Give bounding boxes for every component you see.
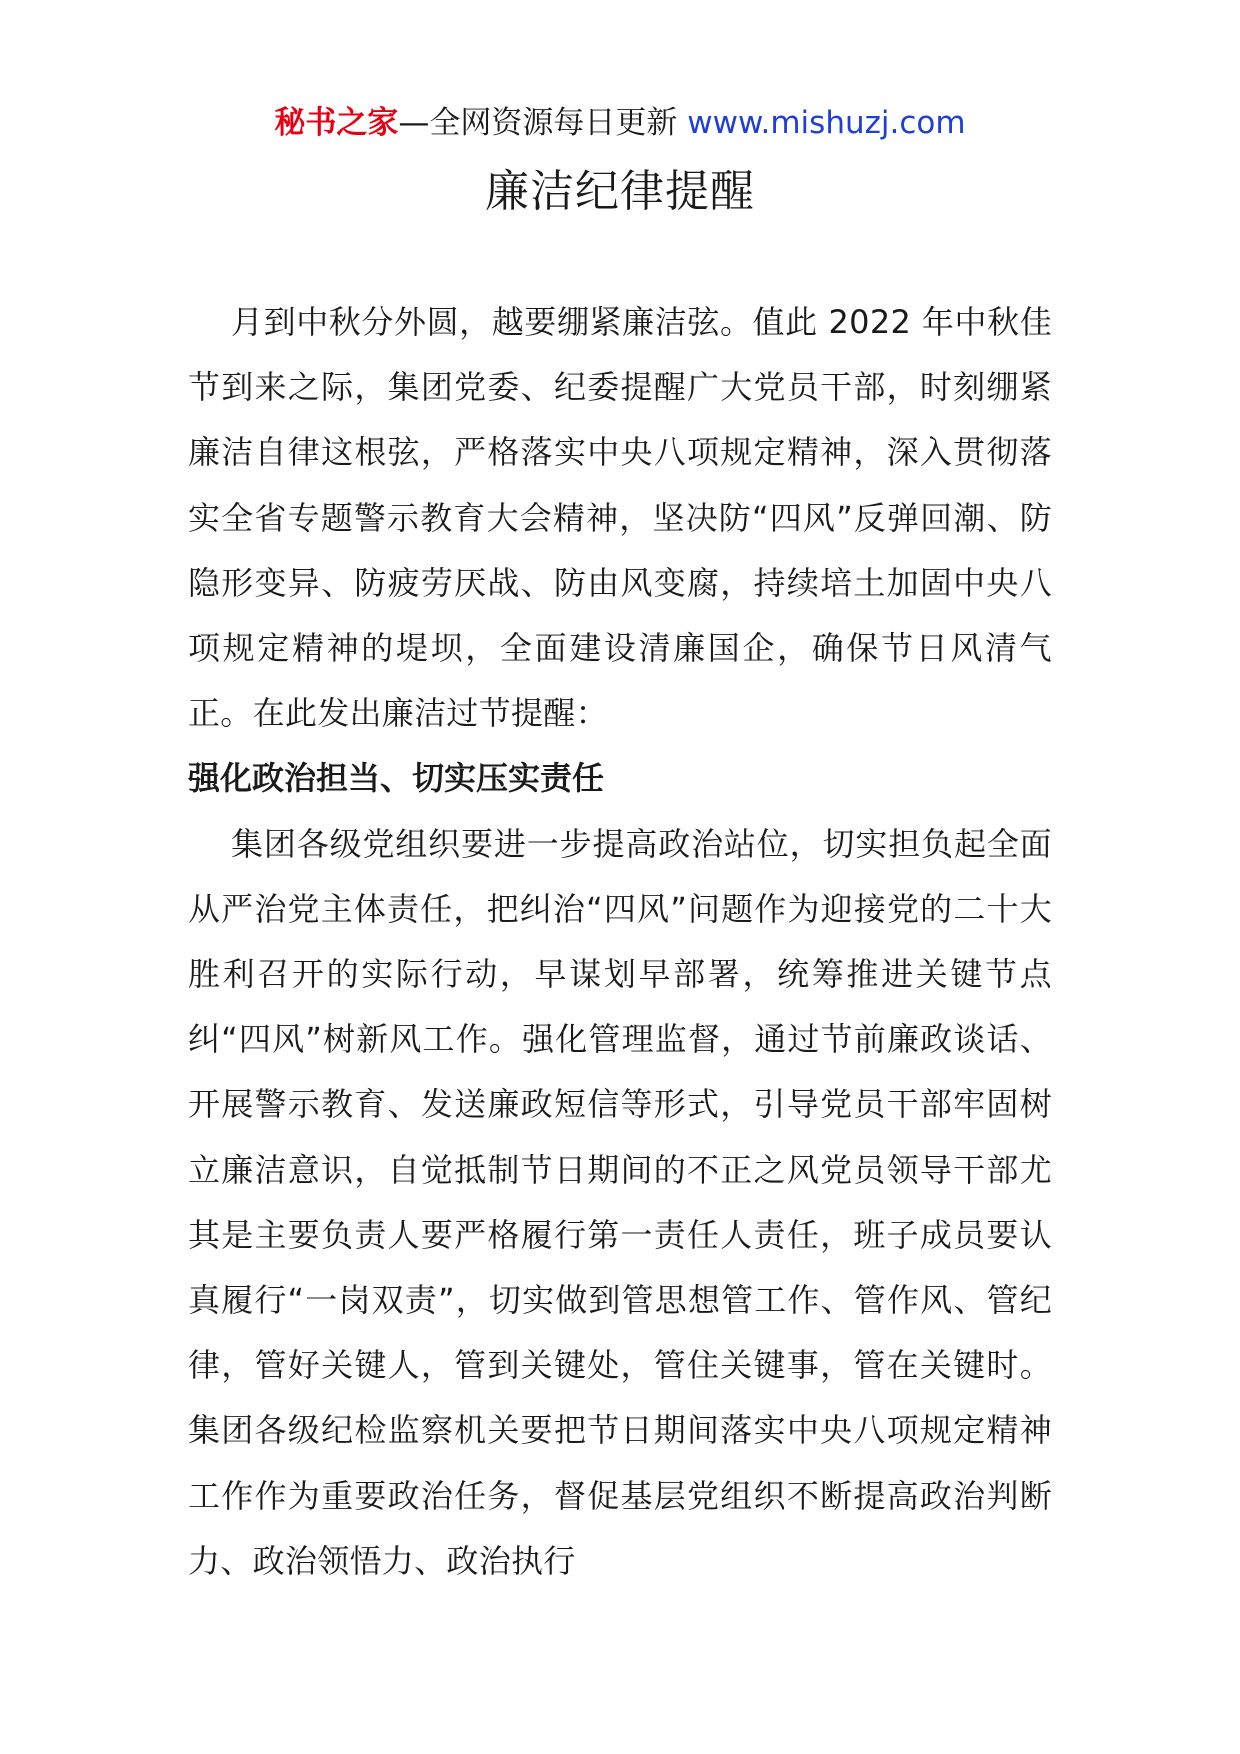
site-banner	[0, 100, 1240, 146]
banner-slogan: —全网资源每日更新	[398, 105, 678, 141]
intro-paragraph: 月到中秋分外圆，越要绷紧廉洁弦。值此 2022 年中秋佳节到来之际，集团党委、纪委提醒广大党员干部，时刻绷紧廉洁自律这根弦，严格落实中央八项规定精神，深入贯彻落实全省专题警示教育大会精神，坚决防“四风”反弹回潮、防隐形变异、防疲劳厌战、防由风变腐，持续培土加固中央八项规定精神的堤坝，全面建设清廉国企，确保节日风清气正。在此发出廉洁过节提醒：	[188, 303, 1052, 733]
brand-name: 秘书之家	[274, 105, 399, 141]
section-paragraph: 集团各级党组织要进一步提高政治站位，切实担负起全面从严治党主体责任，把纠治“四风”问题作为迎接党的二十大胜利召开的实际行动，早谋划早部署，统筹推进关键节点纠“四风”树新风工作。强化管理监督，通过节前廉政谈话、开展警示教育、发送廉政短信等形式，引导党员干部牢固树立廉洁意识，自觉抵制节日期间的不正之风党员领导干部尤其是主要负责人要严格履行第一责任人责任，班子成员要认真履行“一岗双责”，切实做到管思想管工作、管作风、管纪律，管好关键人，管到关键处，管住关键事，管在关键时。集团各级纪检监察机关要把节日期间落实中央八项规定精神工作作为重要政治任务，督促基层党组织不断提高政治判断力、政治领悟力、政治执行	[188, 824, 1052, 1580]
document-body	[188, 290, 1052, 1594]
document-title: 廉洁纪律提醒	[485, 166, 755, 217]
site-url-link[interactable]: www.mishuzj.com	[687, 105, 966, 141]
section-heading: 强化政治担当、切实压实责任	[188, 759, 605, 798]
